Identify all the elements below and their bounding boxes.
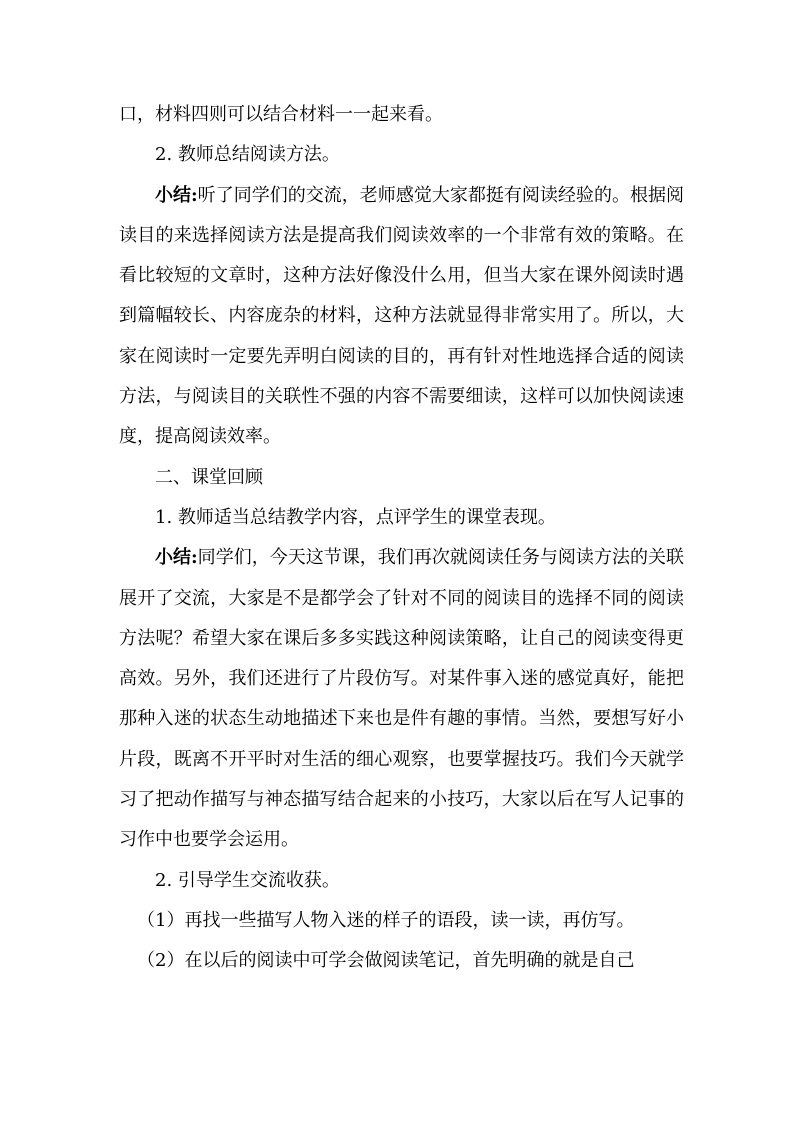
paragraph-text: 2. 教师总结阅读方法。 (155, 144, 340, 166)
list-item-1 (119, 901, 684, 941)
summary-label: 小结: (155, 547, 198, 569)
paragraph-text: 听了同学们的交流，老师感觉大家都挺有阅读经验的。根据阅读目的来选择阅读方法是提高我们阅读效率的一个非常有效的策略。在看比较短的文章时，这种方法好像没什么用，但当大家在课外阅读时遇到篇幅较长、内容庞杂的材料，这种方法就显得非常实用了。所以，大家在阅读时一定要先弄明白阅读的目的，再有针对性地选择合适的阅读方法，与阅读目的关联性不强的内容不需要细读，这样可以加快阅读速度，提高阅读效率。 (119, 184, 684, 448)
step-heading-summary-method (119, 135, 684, 175)
document-page (119, 95, 684, 982)
step-heading-summary-teaching (119, 498, 684, 538)
summary-label: 小结: (155, 184, 198, 206)
paragraph-text: （1）再找一些描写人物入迷的样子的语段，读一读，再仿写。 (137, 909, 635, 931)
list-item-2 (119, 941, 684, 981)
section-heading-review (119, 458, 684, 498)
paragraph-text: 同学们，今天这节课，我们再次就阅读任务与阅读方法的关联展开了交流，大家是不是都学会了针对不同的阅读目的选择不同的阅读方法呢？希望大家在课后多多实践这种阅读策略，让自己的阅读变得更高效。另外，我们还进行了片段仿写。对某件事入迷的感觉真好，能把那种入迷的状态生动地描述下来也是件有趣的事情。当然，要想写好小片段，既离不开平时对生活的细心观察，也要掌握技巧。我们今天就学习了把动作描写与神态描写结合起来的小技巧，大家以后在写人记事的习作中也要学会运用。 (119, 547, 684, 851)
paragraph-text: 2. 引导学生交流收获。 (155, 869, 340, 891)
paragraph-text: 口，材料四则可以结合材料一一起来看。 (119, 104, 443, 125)
paragraph-text: （2）在以后的阅读中可学会做阅读笔记，首先明确的就是自己 (137, 950, 635, 972)
step-heading-exchange (119, 861, 684, 901)
summary-paragraph-reading (119, 176, 684, 458)
summary-paragraph-review (119, 538, 684, 860)
paragraph-text: 1. 教师适当总结教学内容，点评学生的课堂表现。 (155, 506, 556, 528)
paragraph-text: 二、课堂回顾 (155, 466, 263, 488)
paragraph-continuation (119, 95, 684, 135)
